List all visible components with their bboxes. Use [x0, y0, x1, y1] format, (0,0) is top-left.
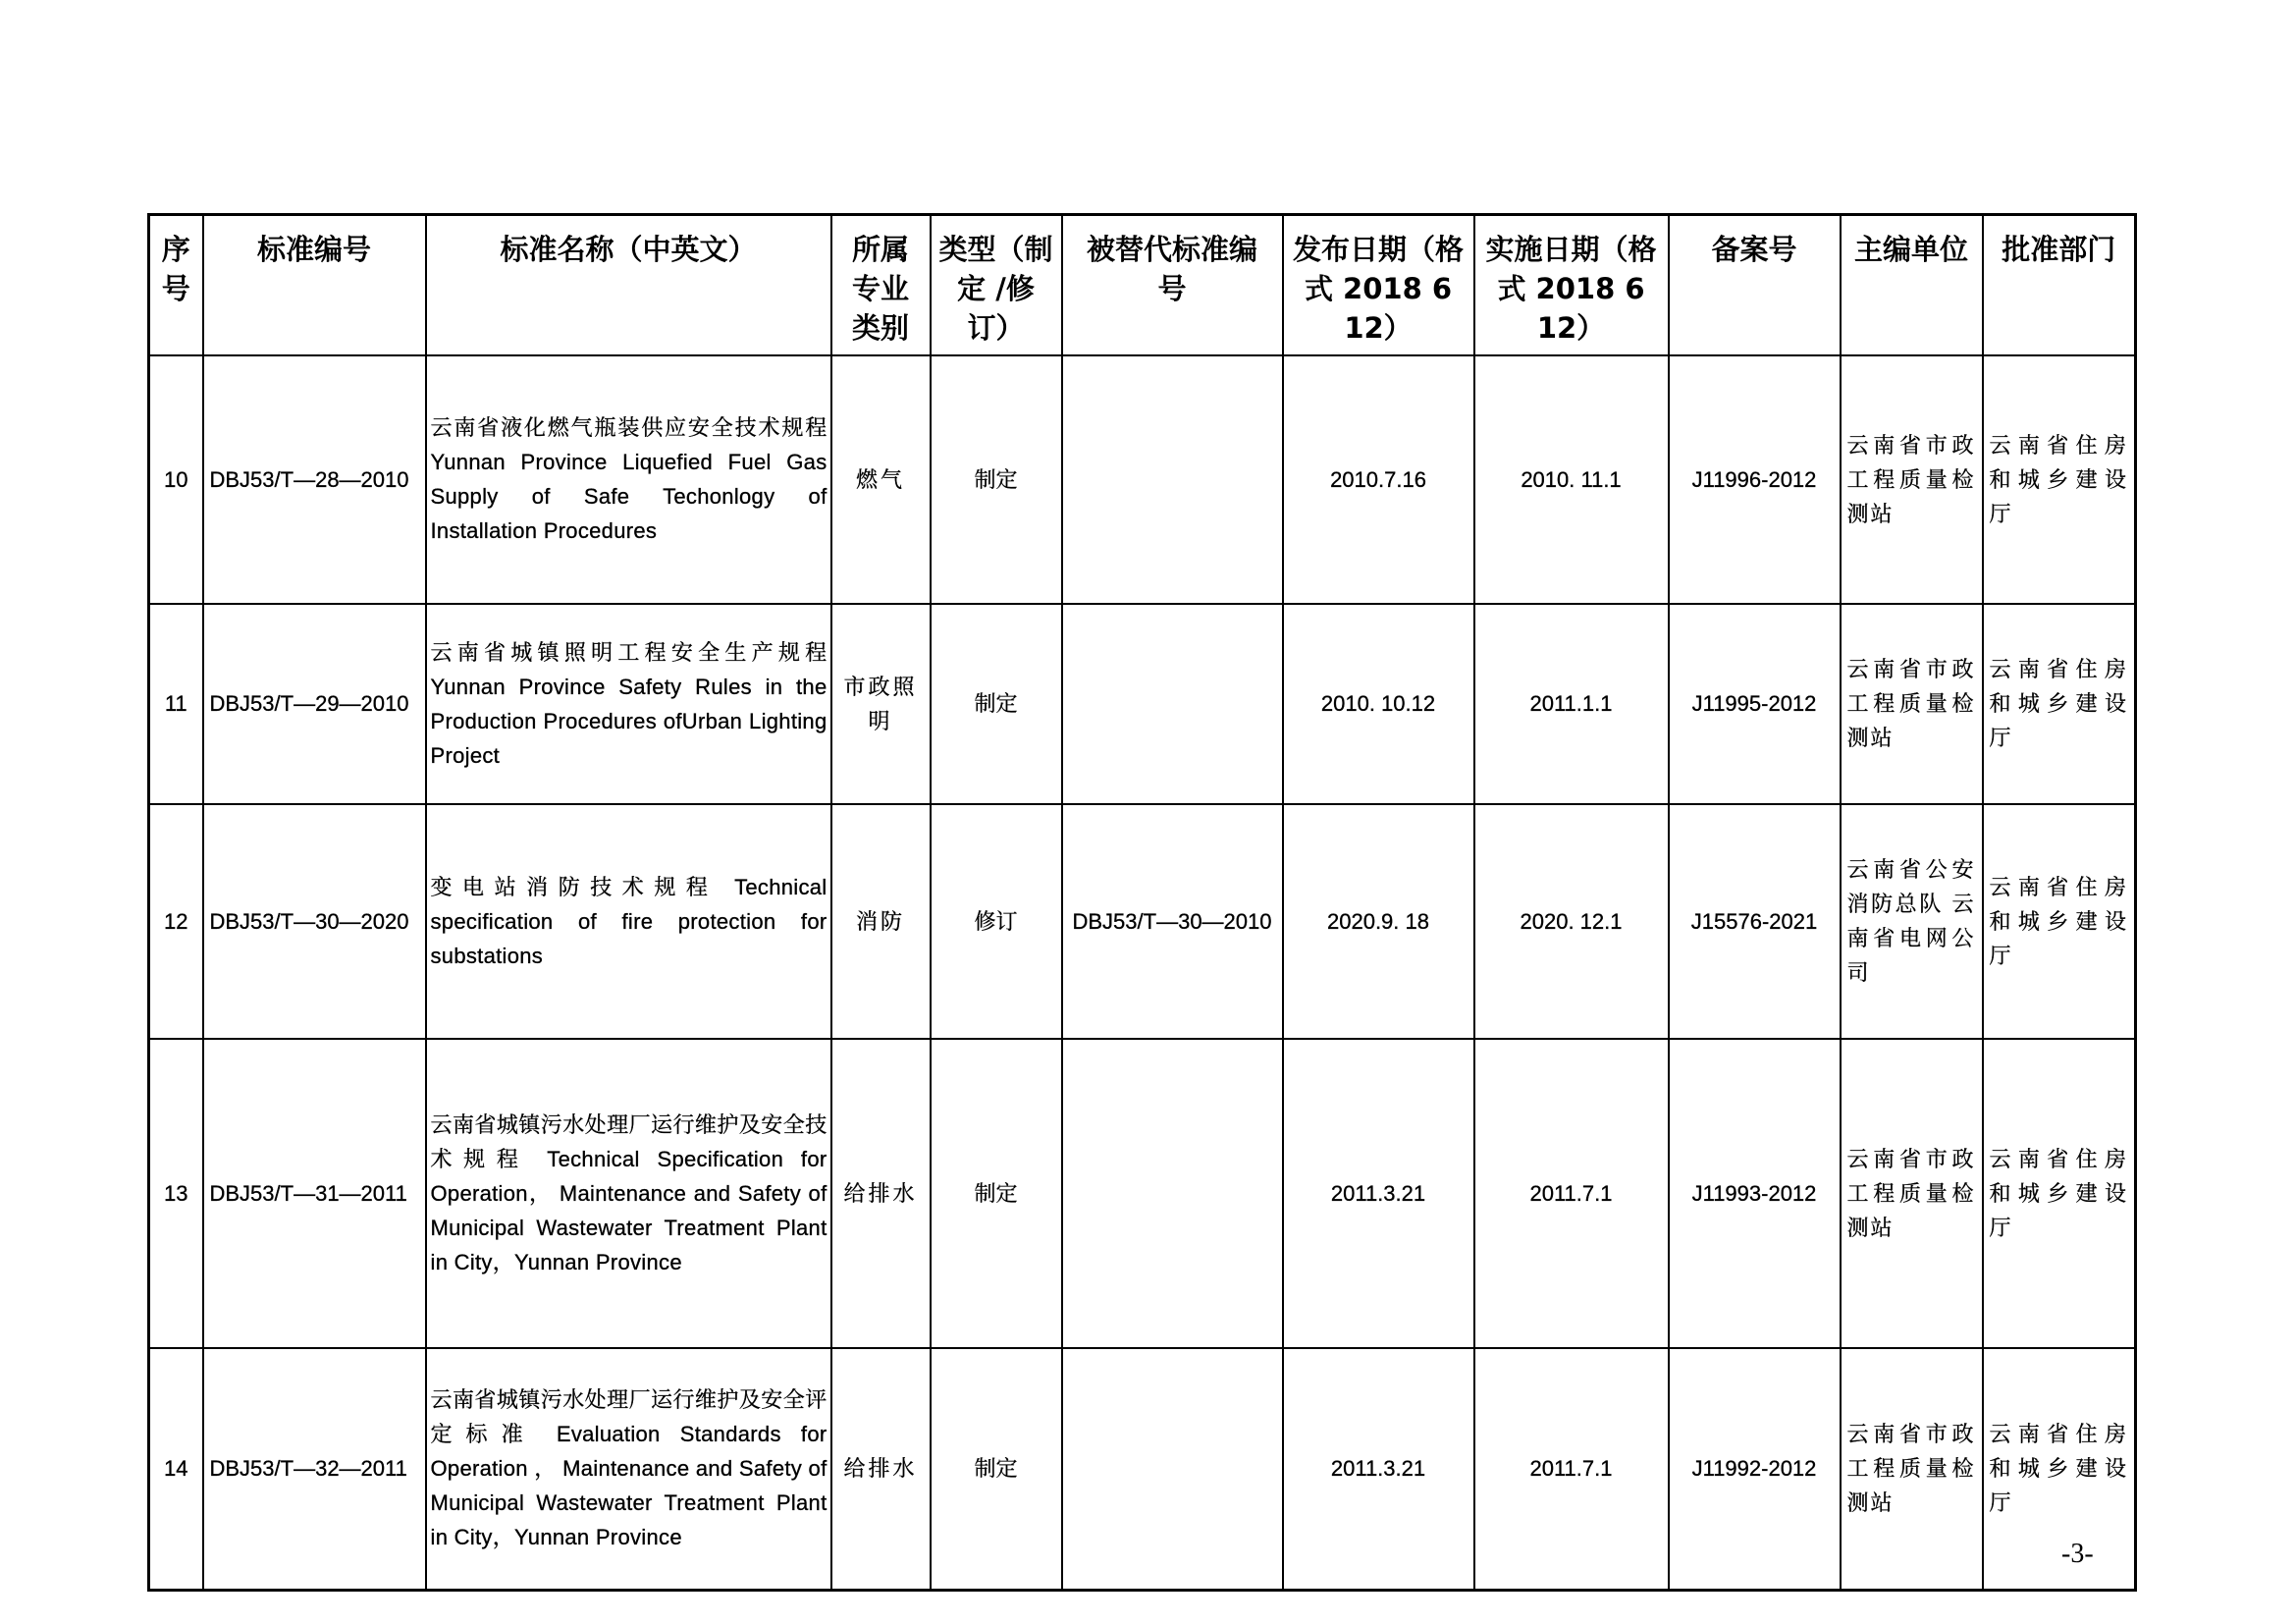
category-cell: 燃气: [831, 355, 931, 604]
header-cell-chief-editor: [1841, 215, 1983, 355]
table-header: [149, 215, 2136, 355]
header-cell-effective-date: [1474, 215, 1669, 355]
type-cell: 制定: [931, 1039, 1062, 1348]
standard-name-cell: 变电站消防技术规程 Technical specification of fire protection for substations: [426, 804, 831, 1039]
table-body: [149, 355, 2136, 1591]
standard-name-cell: 云南省城镇照明工程安全生产规程 Yunnan Province Safety Rules in the Production Procedures ofUrban Lighting Project: [426, 604, 831, 804]
header-label: 类型（制定 /修订）: [938, 233, 1053, 345]
chief-editor-cell: 云南省市政工程质量检测站: [1841, 355, 1983, 604]
page-number: -3-: [2061, 1539, 2094, 1569]
category-cell: 市政照明: [831, 604, 931, 804]
table-row: [149, 1348, 2136, 1591]
replaced-code-cell: [1062, 1348, 1283, 1591]
header-label: 发布日期（格式 2018 6 12）: [1292, 233, 1464, 345]
chief-editor-cell: 云南省市政工程质量检测站: [1841, 1348, 1983, 1591]
header-label: 主编单位: [1853, 233, 1968, 266]
filing-number-cell: J11992-2012: [1669, 1348, 1841, 1591]
type-cell: 制定: [931, 1348, 1062, 1591]
filing-number-cell: J15576-2021: [1669, 804, 1841, 1039]
header-cell-standard-name: [426, 215, 831, 355]
category-cell: 给排水: [831, 1039, 931, 1348]
replaced-code-cell: DBJ53/T—30—2010: [1062, 804, 1283, 1039]
header-cell-row-number: [149, 215, 203, 355]
header-cell-filing-number: [1669, 215, 1841, 355]
header-cell-type: [931, 215, 1062, 355]
table-row: [149, 355, 2136, 604]
standard-name-cell: 云南省城镇污水处理厂运行维护及安全技术规程 Technical Specification for Operation， Maintenance and Safety of Municipal Wastewater Treatment Plant in City，Yunnan Province: [426, 1039, 831, 1348]
chief-editor-cell: 云南省市政工程质量检测站: [1841, 1039, 1983, 1348]
header-row: [149, 215, 2136, 355]
filing-number-cell: J11996-2012: [1669, 355, 1841, 604]
effective-date-cell: 2011.1.1: [1474, 604, 1669, 804]
effective-date-cell: 2020. 12.1: [1474, 804, 1669, 1039]
row-number-cell: 14: [149, 1348, 203, 1591]
header-cell-standard-code: [203, 215, 426, 355]
standard-code-cell: DBJ53/T—30—2020: [203, 804, 426, 1039]
approval-department-cell: 云南省住房和城乡建设厅: [1983, 804, 2136, 1039]
publish-date-cell: 2011.3.21: [1283, 1039, 1474, 1348]
type-cell: 修订: [931, 804, 1062, 1039]
row-number-cell: 12: [149, 804, 203, 1039]
effective-date-cell: 2011.7.1: [1474, 1348, 1669, 1591]
publish-date-cell: 2020.9. 18: [1283, 804, 1474, 1039]
header-label: 所属专业类别: [851, 233, 909, 345]
filing-number-cell: J11995-2012: [1669, 604, 1841, 804]
header-cell-approval-department: [1983, 215, 2136, 355]
category-cell: 给排水: [831, 1348, 931, 1591]
standard-code-cell: DBJ53/T—31—2011: [203, 1039, 426, 1348]
type-cell: 制定: [931, 604, 1062, 804]
standard-name-cell: 云南省城镇污水处理厂运行维护及安全评定标准 Evaluation Standards for Operation ， Maintenance and Safety of Municipal Wastewater Treatment Plant in City，Yunnan Province: [426, 1348, 831, 1591]
row-number-cell: 11: [149, 604, 203, 804]
header-label: 备案号: [1711, 233, 1797, 266]
standard-code-cell: DBJ53/T—28—2010: [203, 355, 426, 604]
header-label: 序号: [161, 233, 190, 305]
publish-date-cell: 2010.7.16: [1283, 355, 1474, 604]
table-row: [149, 604, 2136, 804]
header-label: 实施日期（格式 2018 6 12）: [1485, 233, 1657, 345]
replaced-code-cell: [1062, 355, 1283, 604]
standard-name-cell: 云南省液化燃气瓶装供应安全技术规程 Yunnan Province Liquefied Fuel Gas Supply of Safe Techonlogy of Installation Procedures: [426, 355, 831, 604]
effective-date-cell: 2010. 11.1: [1474, 355, 1669, 604]
table-row: [149, 1039, 2136, 1348]
table-row: [149, 804, 2136, 1039]
approval-department-cell: 云南省住房和城乡建设厅: [1983, 1348, 2136, 1591]
header-cell-category: [831, 215, 931, 355]
approval-department-cell: 云南省住房和城乡建设厅: [1983, 1039, 2136, 1348]
publish-date-cell: 2011.3.21: [1283, 1348, 1474, 1591]
header-label: 批准部门: [2002, 233, 2116, 266]
approval-department-cell: 云南省住房和城乡建设厅: [1983, 604, 2136, 804]
chief-editor-cell: 云南省公安消防总队 云南省电网公司: [1841, 804, 1983, 1039]
standards-table: [147, 213, 2137, 1592]
row-number-cell: 10: [149, 355, 203, 604]
replaced-code-cell: [1062, 1039, 1283, 1348]
filing-number-cell: J11993-2012: [1669, 1039, 1841, 1348]
publish-date-cell: 2010. 10.12: [1283, 604, 1474, 804]
effective-date-cell: 2011.7.1: [1474, 1039, 1669, 1348]
standard-code-cell: DBJ53/T—32—2011: [203, 1348, 426, 1591]
header-label: 被替代标准编号: [1086, 233, 1257, 305]
approval-department-cell: 云南省住房和城乡建设厅: [1983, 355, 2136, 604]
header-label: 标准名称（中英文）: [500, 233, 757, 266]
header-cell-replaced-code: [1062, 215, 1283, 355]
standard-code-cell: DBJ53/T—29—2010: [203, 604, 426, 804]
replaced-code-cell: [1062, 604, 1283, 804]
row-number-cell: 13: [149, 1039, 203, 1348]
header-label: 标准编号: [256, 233, 371, 266]
category-cell: 消防: [831, 804, 931, 1039]
chief-editor-cell: 云南省市政工程质量检测站: [1841, 604, 1983, 804]
type-cell: 制定: [931, 355, 1062, 604]
header-cell-publish-date: [1283, 215, 1474, 355]
